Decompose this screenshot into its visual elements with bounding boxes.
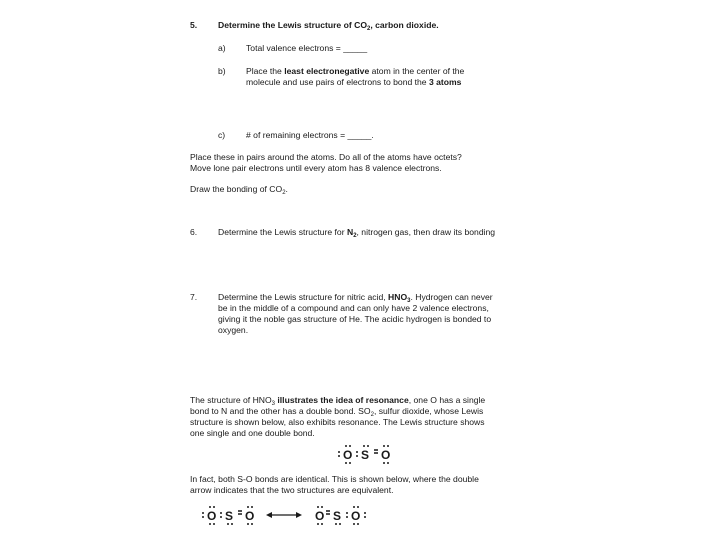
q5b-label: b) [218,66,226,76]
res-right-atom-s: S [333,509,342,523]
q6-text: Determine the Lewis structure for $N_2$, nitrogen gas, then draw its bonding [218,227,496,239]
res-left-atom-s: S [225,509,234,523]
so2-atom-o-right: O [381,448,391,462]
so2-atom-o-left: O [343,448,353,462]
res-right-atom-o1: O [315,509,325,523]
resonance-line1: The structure of $HNO_3$ illustrates the idea of resonance, one O has a single [190,395,486,407]
resonance-line3: structure is shown below, also exhibits resonance. The Lewis structure shows [190,417,485,427]
identical-line1: In fact, both S-O bonds are identical. This is shown below, where the double [190,474,479,484]
q5a-label: a) [218,43,226,53]
q7-line3: giving it the noble gas structure of He. The acidic hydrogen is bonded to [218,314,492,324]
so2-atom-s: S [361,448,370,462]
q5-number: 5. [190,20,198,30]
res-right-atom-o2: O [351,509,361,523]
q5b-line1: Place the least electronegative atom in the center of the [246,66,465,76]
double-arrow-icon [266,512,302,518]
q5a-text: Total valence electrons = _____ [246,43,368,53]
res-left-atom-o1: O [207,509,217,523]
q5c-text: # of remaining electrons = _____. [246,130,374,140]
q5-draw: Draw the bonding of $CO_2$. [190,184,288,196]
so2-lewis-structure [336,442,396,466]
q7-number: 7. [190,292,198,302]
q6-number: 6. [190,227,198,237]
q5-prompt: Determine the Lewis structure of $CO_2$, carbon dioxide. [218,20,439,32]
q7-line4: oxygen. [218,325,249,335]
q5-pairs-line1: Place these in pairs around the atoms. Do all of the atoms have octets? [190,152,462,162]
q5-pairs-line2: Move lone pair electrons until every atom has 8 valence electrons. [190,163,442,173]
resonance-line2: bond to N and the other has a double bond. $SO_2$, sulfur dioxide, whose Lewis [190,406,484,418]
resonance-line4: one single and one double bond. [190,428,315,438]
identical-line2: arrow indicates that the two structures are equivalent. [190,485,394,495]
q5b-line2: molecule and use pairs of electrons to bond the 3 atoms [246,77,462,87]
q5c-label: c) [218,130,226,140]
q7-line2: be in the middle of a compound and can only have 2 valence electrons, [218,303,489,313]
so2-resonance-structures [200,502,370,528]
res-left-atom-o2: O [245,509,255,523]
q7-line1: Determine the Lewis structure for nitric acid, $HNO_3$. Hydrogen can never [218,292,493,304]
